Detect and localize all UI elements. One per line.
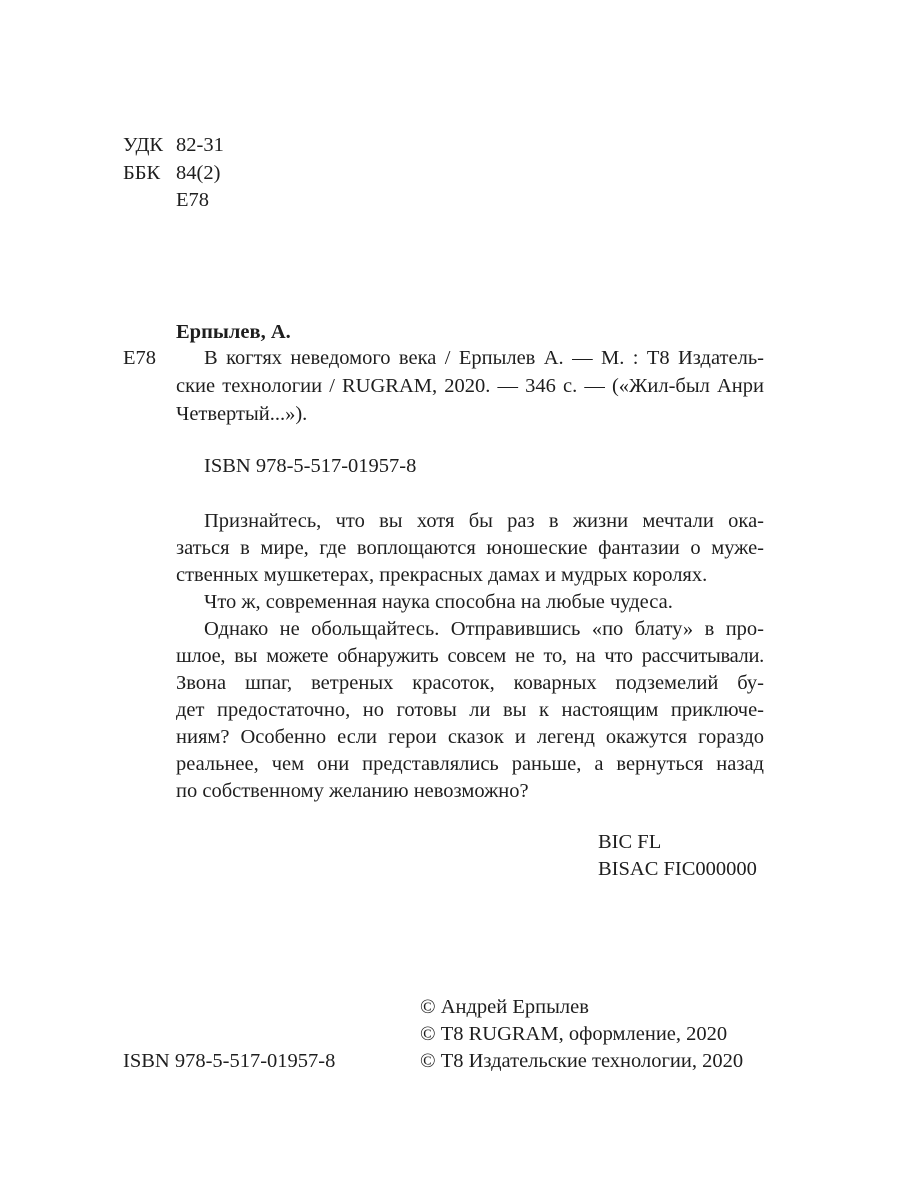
annotation-line: Однако не обольщайтесь. Отправившись «по блату» в про- xyxy=(204,618,764,640)
annotation-line: Звона шпаг, ветреных красоток, коварных подземелий бу- xyxy=(176,672,764,694)
description-line: В когтях неведомого века / Ерпылев А. — М. : Т8 Издатель- xyxy=(204,347,764,369)
annotation-line: ниям? Особенно если герои сказок и легенд окажутся гораздо xyxy=(176,726,764,748)
author-heading: Ерпылев, А. xyxy=(176,321,291,343)
bic-code: BIC FL xyxy=(598,831,662,853)
isbn-record: ISBN 978-5-517-01957-8 xyxy=(204,455,417,477)
annotation-line: дет предостаточно, но готовы ли вы к настоящим приключе- xyxy=(176,699,764,721)
annotation-line: по собственному желанию невозможно? xyxy=(176,780,529,802)
annotation-line: реальнее, чем они представлялись раньше, а вернуться назад xyxy=(176,753,764,775)
annotation-line: Признайтесь, что вы хотя бы раз в жизни мечтали ока- xyxy=(204,510,764,532)
bisac-code: BISAC FIC000000 xyxy=(598,858,757,880)
annotation-line: шлое, вы можете обнаружить совсем не то, на что рассчитывали. xyxy=(176,645,764,667)
bbk-value: 84(2) xyxy=(176,162,221,184)
udk-value: 82-31 xyxy=(176,134,224,156)
annotation-line: Что ж, современная наука способна на любые чудеса. xyxy=(204,591,673,613)
annotation-line: ственных мушкетерах, прекрасных дамах и мудрых королях. xyxy=(176,564,708,586)
copyright-line: © Андрей Ерпылев xyxy=(420,996,589,1018)
isbn-footer: ISBN 978-5-517-01957-8 xyxy=(123,1050,336,1072)
annotation-line: заться в мире, где воплощаются юношеские фантазии о муже- xyxy=(176,537,764,559)
copyright-line: © Т8 RUGRAM, оформление, 2020 xyxy=(420,1023,728,1045)
udk-label: УДК xyxy=(123,134,164,156)
description-line: Четвертый...»). xyxy=(176,403,308,425)
copyright-line: © Т8 Издательские технологии, 2020 xyxy=(420,1050,744,1072)
bbk-label: ББК xyxy=(123,162,161,184)
author-mark: Е78 xyxy=(123,347,157,369)
author-mark-top: Е78 xyxy=(176,189,210,211)
description-line: ские технологии / RUGRAM, 2020. — 346 с. — («Жил-был Анри xyxy=(176,375,764,397)
